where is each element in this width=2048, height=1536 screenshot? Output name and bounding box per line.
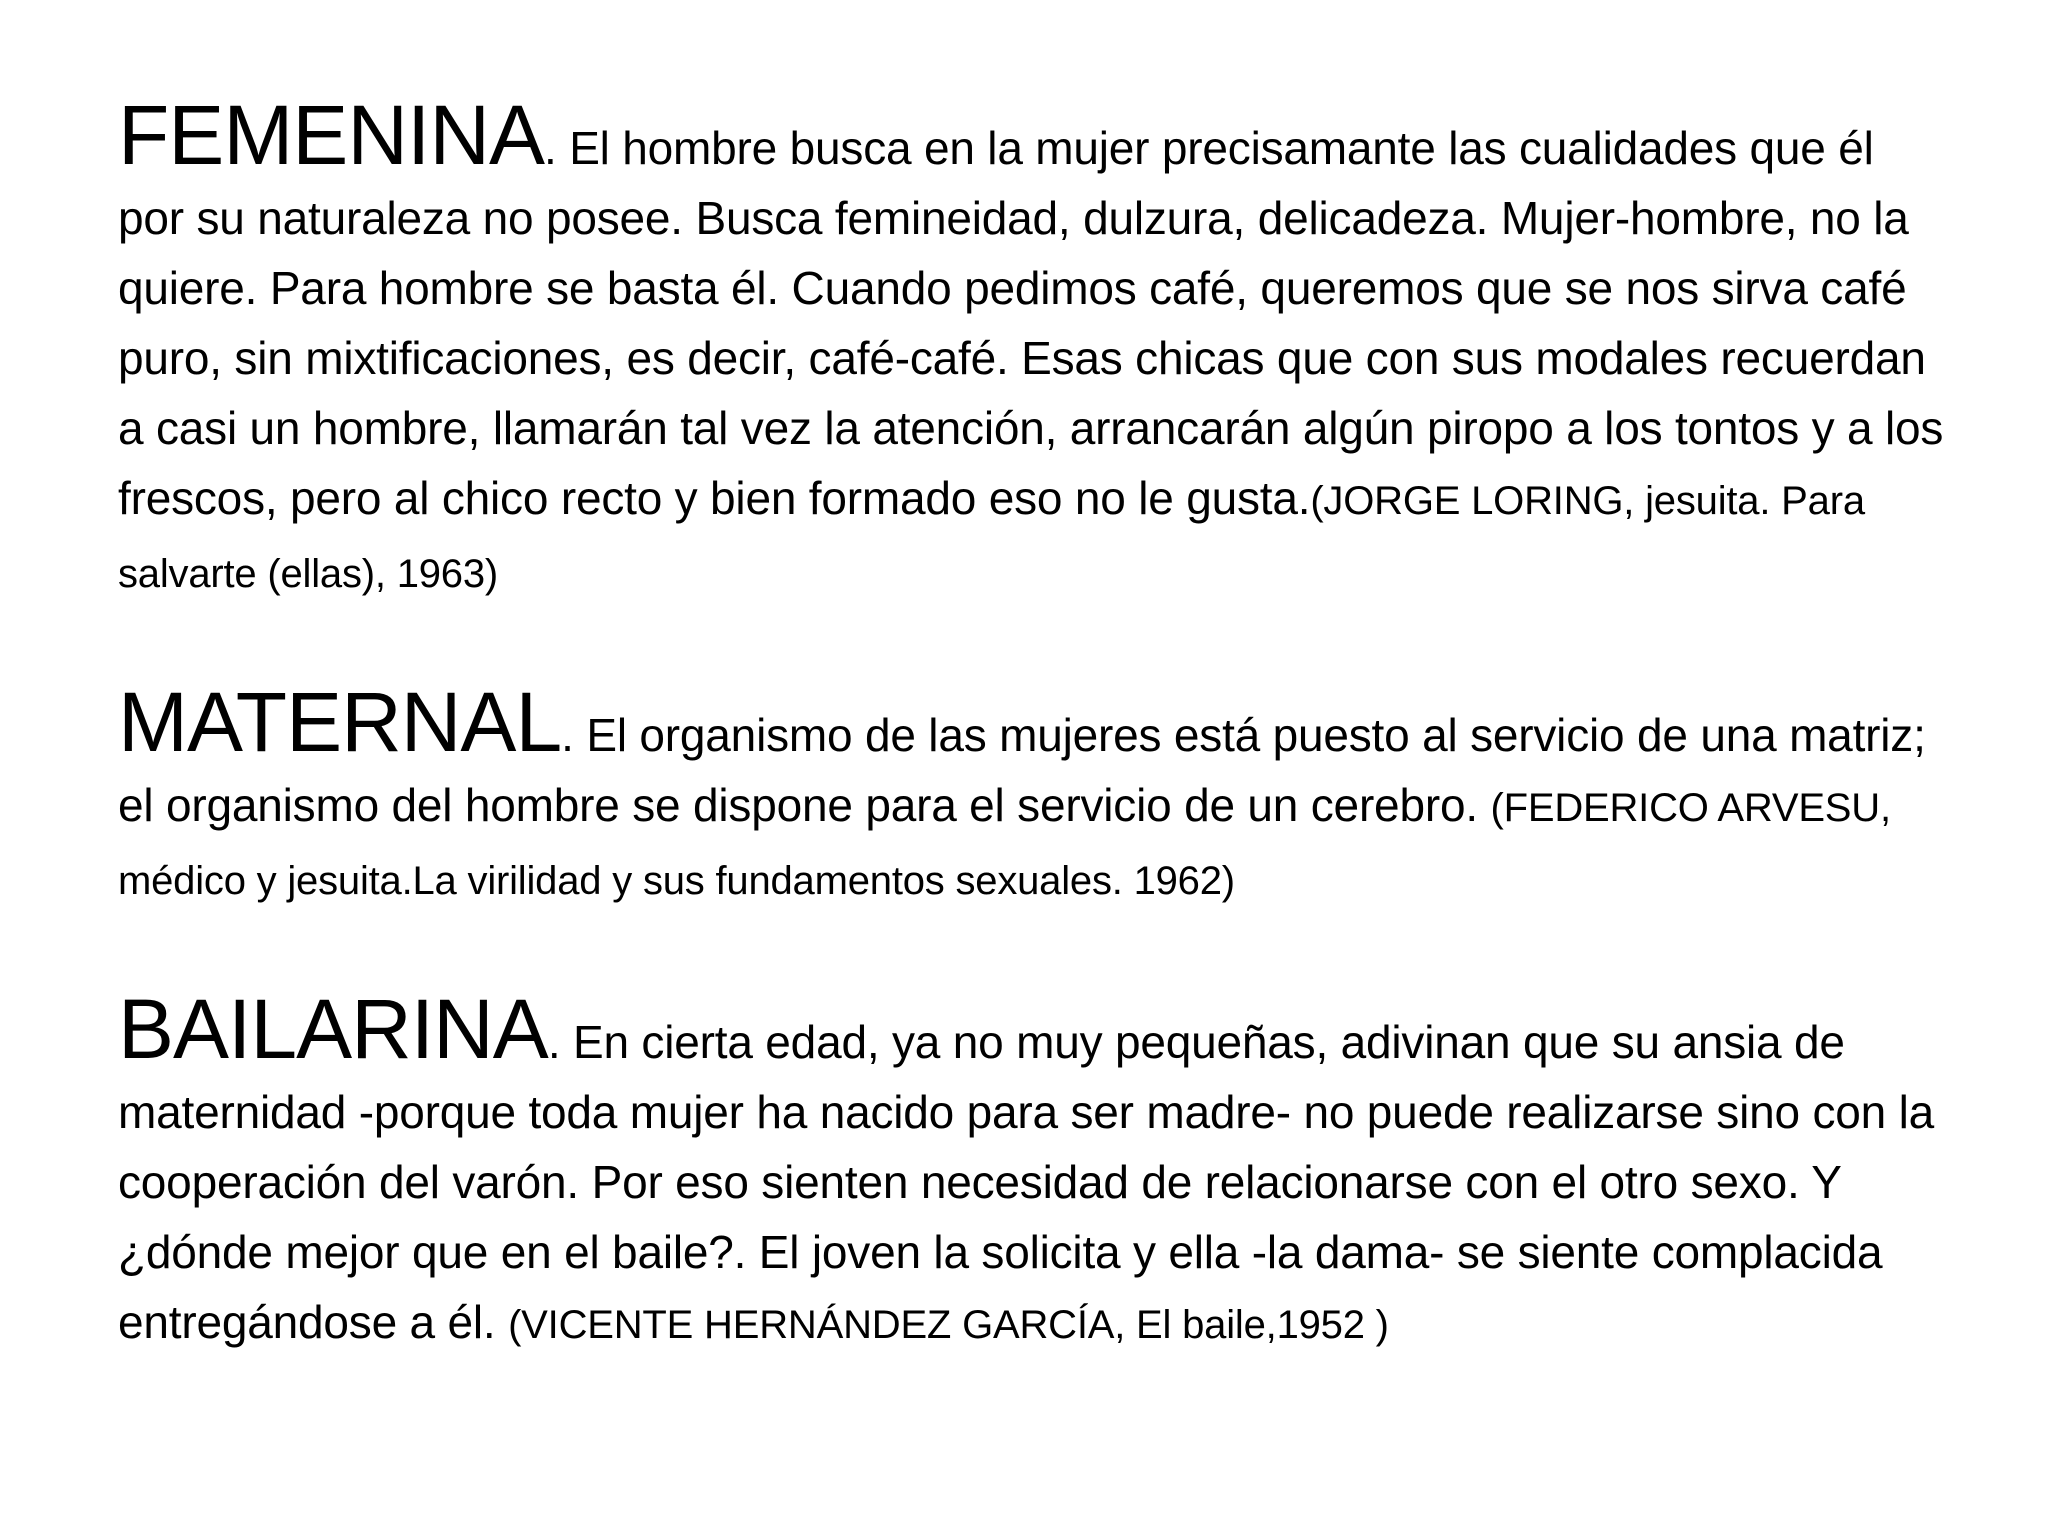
entry-citation: (JORGE LORING, jesuita. Para salvarte (ellas), 1963) bbox=[118, 479, 1865, 596]
entry-body: . En cierta edad, ya no muy pequeñas, adivinan que su ansia de maternidad -porque toda mujer ha nacido para ser madre- no puede realizarse sino con la cooperación del varón. Por eso sienten necesidad de relacionarse con el otro sexo. Y ¿dónde mejor que en el baile?. El joven la solicita y ella -la dama- se siente complacida entregándose a él. bbox=[118, 1016, 1934, 1348]
entry-body: . El hombre busca en la mujer precisamante las cualidades que él por su naturaleza no posee. Busca femineidad, dulzura, delicadeza. Mujer-hombre, no la quiere. Para hombre se basta él. Cuando pedimos café, queremos que se nos sirva café puro, sin mixtificaciones, es decir, café-café. Esas chicas que con sus modales recuerdan a casi un hombre, llamarán tal vez la atención, arrancarán algún piropo a los tontos y a los frescos, pero al chico recto y bien formado eso no le gusta. bbox=[118, 122, 1944, 524]
paragraph-bailarina bbox=[118, 982, 1948, 1360]
entry-citation: (FEDERICO ARVESU, médico y jesuita.La virilidad y sus fundamentos sexuales. 1962) bbox=[118, 786, 1891, 903]
paragraph-maternal bbox=[118, 675, 1948, 916]
entry-heading: MATERNAL bbox=[118, 675, 562, 769]
entry-citation: (VICENTE HERNÁNDEZ GARCÍA, El baile,1952 ) bbox=[508, 1303, 1389, 1347]
entry-heading: BAILARINA bbox=[118, 982, 548, 1076]
entry-heading: FEMENINA bbox=[118, 88, 545, 182]
slide-content bbox=[118, 88, 1948, 1360]
paragraph-femenina bbox=[118, 88, 1948, 609]
entry-maternal bbox=[118, 675, 1948, 916]
entry-body: . El organismo de las mujeres está puesto al servicio de una matriz; el organismo del hombre se dispone para el servicio de un cerebro. bbox=[118, 709, 1926, 831]
entry-femenina bbox=[118, 88, 1948, 609]
entry-bailarina bbox=[118, 982, 1948, 1360]
